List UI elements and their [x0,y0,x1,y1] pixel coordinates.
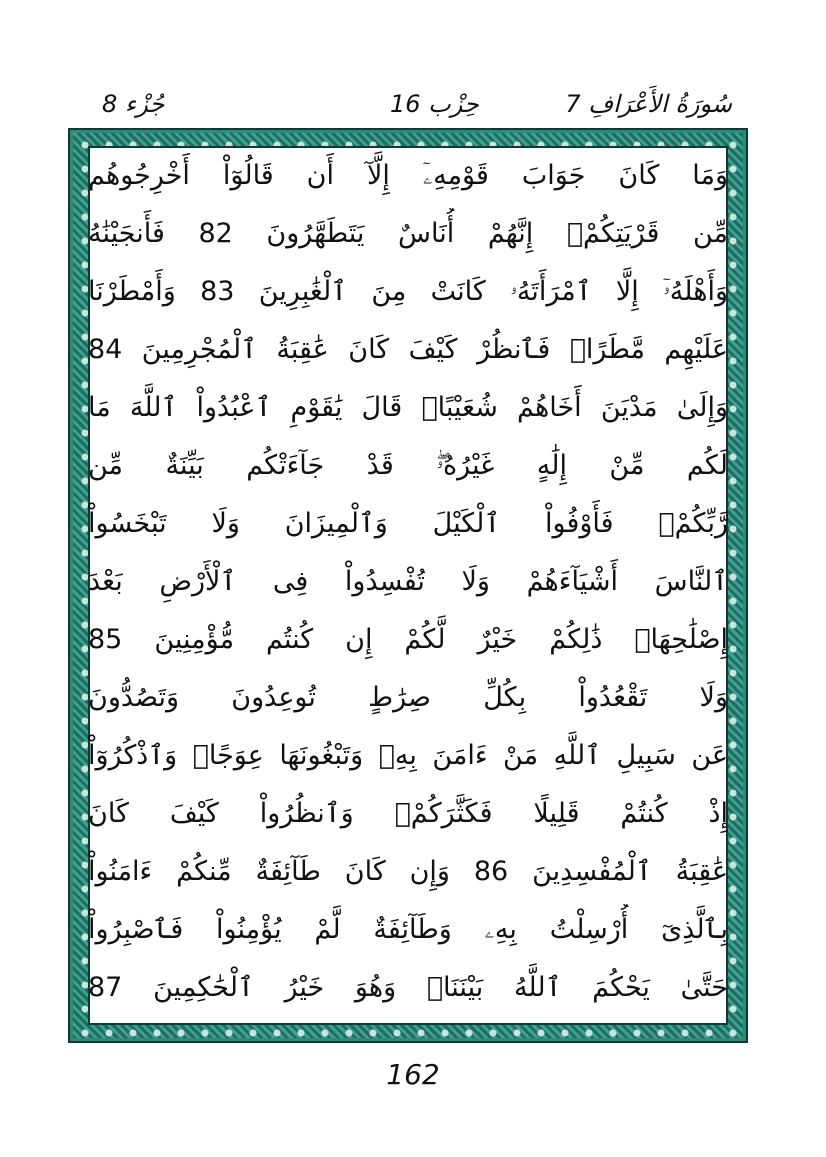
verse-line: وَلَا تَقْعُدُواْ بِكُلِّ صِرَٰطٍ تُوعِدُونَ وَتَصُدُّونَ [88,682,728,713]
verse-line: إِصْلَٰحِهَاۚ ذَٰلِكُمْ خَيْرٌ لَّكُمْ إِن كُنتُم مُّؤْمِنِينَ 85 [88,624,728,655]
verse-text-area [88,150,728,1022]
hizb-label: حِزْب 16 [390,90,479,118]
page-number: 162 [386,1058,440,1091]
verse-line: بِٱلَّذِىٓ أُرْسِلْتُ بِهِۦ وَطَآئِفَةٌ لَّمْ يُؤْمِنُواْ فَٱصْبِرُواْ [88,914,728,945]
verse-line: وَمَا كَانَ جَوَابَ قَوْمِهِۦٓ إِلَّآ أَن قَالُوٓاْ أَخْرِجُوهُم [88,160,728,191]
verse-line: إِذْ كُنتُمْ قَلِيلًا فَكَثَّرَكُمْۖ وَٱنظُرُواْ كَيْفَ كَانَ [88,798,728,829]
verse-line: عَن سَبِيلِ ٱللَّهِ مَنْ ءَامَنَ بِهِۦ وَتَبْغُونَهَا عِوَجًاۚ وَٱذْكُرُوٓاْ [88,740,728,771]
juz-label: جُزْء 8 [102,90,165,118]
verse-line: حَتَّىٰ يَحْكُمَ ٱللَّهُ بَيْنَنَاۚ وَهُوَ خَيْرُ ٱلْحَٰكِمِينَ 87 [88,972,728,1003]
verse-line: وَأَهْلَهُۥٓ إِلَّا ٱمْرَأَتَهُۥ كَانَتْ مِنَ ٱلْغَٰبِرِينَ 83 وَأَمْطَرْنَا [88,276,728,307]
verse-line: ٱلنَّاسَ أَشْيَآءَهُمْ وَلَا تُفْسِدُواْ فِى ٱلْأَرْضِ بَعْدَ [88,566,728,597]
verse-line: رَّبِّكُمْۖ فَأَوْفُواْ ٱلْكَيْلَ وَٱلْمِيزَانَ وَلَا تَبْخَسُواْ [88,508,728,539]
verse-line: مِّن قَرْيَتِكُمْۖ إِنَّهُمْ أُنَاسٌ يَتَطَهَّرُونَ 82 فَأَنجَيْنَٰهُ [88,218,728,249]
verse-line: لَكُم مِّنْ إِلَٰهٍ غَيْرُهُۥۖ قَدْ جَآءَتْكُم بَيِّنَةٌ مِّن [88,450,728,481]
surah-title: 7 سُورَةُ الأَعْرَافِ [565,90,732,118]
page-header [90,86,740,126]
verse-line: عَلَيْهِم مَّطَرًاۖ فَٱنظُرْ كَيْفَ كَانَ عَٰقِبَةُ ٱلْمُجْرِمِينَ 84 [88,334,728,365]
verse-line: عَٰقِبَةُ ٱلْمُفْسِدِينَ 86 وَإِن كَانَ طَآئِفَةٌ مِّنكُمْ ءَامَنُواْ [88,856,728,887]
verse-line: وَإِلَىٰ مَدْيَنَ أَخَاهُمْ شُعَيْبًاۚ قَالَ يَٰقَوْمِ ٱعْبُدُواْ ٱللَّهَ مَا [88,392,728,423]
